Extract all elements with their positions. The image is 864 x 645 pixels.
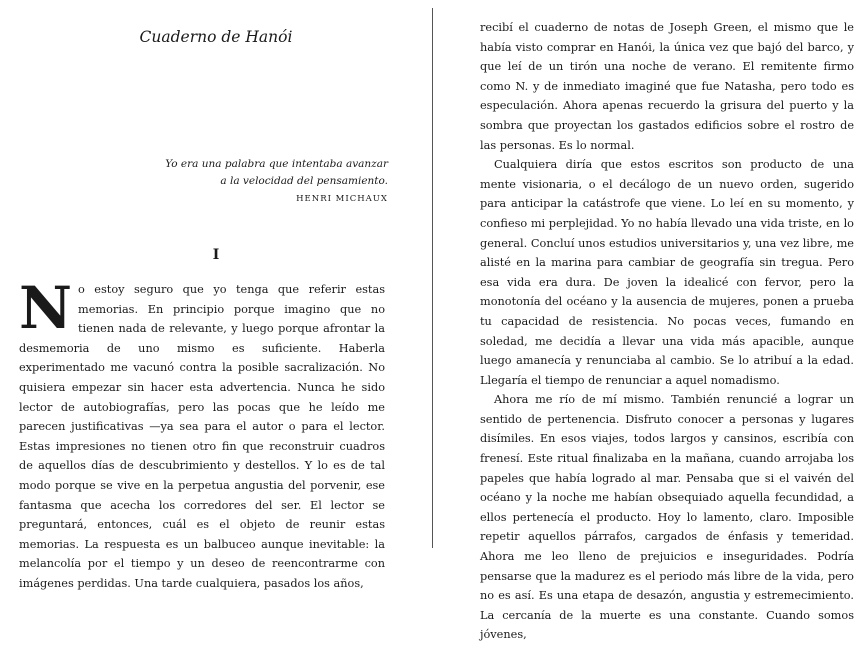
epigraph xyxy=(128,156,388,208)
left-body-text xyxy=(19,274,385,594)
epigraph-author: HENRI MICHAUX xyxy=(296,194,388,204)
paragraph: Cualquiera diría que estos escritos son producto de una mente visionaria, o el decálogo de un nuevo orden, sugerido para anticipar la catástrofe que viene. Lo leí en su momento, y confieso mi perplejidad. Yo no había llevado una vida triste, en lo general. Concluí unos estudios universitarios y, una vez libre, me alisté en la marina para cambiar de geografía sin tregua. Pero esa vida era dura. De joven la idealicé con fervor, pero la monotonía del océano y la ausencia de mujeres, ponen a prueba tu capacidad de resistencia. No pocas veces, fumando en soledad, me decidía a llevar una vida más apacible, aunque luego amanecía y renunciaba al cambio. Se lo atribuí a la edad. Llegaría el tiempo de renunciar a aquel nomadismo. xyxy=(480,158,854,387)
left-page xyxy=(0,0,432,590)
epigraph-line: Yo era una palabra que intentaba avanzar xyxy=(165,158,388,170)
page-gutter xyxy=(432,8,433,548)
paragraph xyxy=(19,274,385,594)
chapter-title: Cuaderno de Hanói xyxy=(139,28,293,46)
epigraph-line: a la velocidad del pensamiento. xyxy=(220,175,388,187)
right-body-text xyxy=(480,18,854,645)
paragraph: Ahora me río de mí mismo. También renuncié a lograr un sentido de pertenencia. Disfruto conocer a personas y lugares disímiles. En esos viajes, todos largos y cansinos, escribía con frenesí. Este ritual finalizaba en la mañana, cuando arrojaba los papeles que había logrado al mar. Pensaba que si el vaivén del océano y la noche me habían obsequiado aquella fecundidad, a ellos pertenecía el producto. Hoy lo lamento, claro. Imposible repetir aquellos párrafos, cargados de énfasis y temeridad. Ahora me leo lleno de prejuicios e inseguridades. Podría pensarse que la madurez es el periodo más libre de la vida, pero no es así. Es una etapa de desazón, angustia y estremecimiento. La cercanía de la muerte es una constante. Cuando somos jóvenes, xyxy=(480,393,854,642)
paragraph-text: o estoy seguro que yo tenga que referir estas memorias. En principio porque imagino que no tienen nada de relevante, y luego porque afrontar la desmemoria de uno mismo es suficiente. Haberla experimentado me vacunó contra la posible sacralización. No quisiera empezar sin hacer esta advertencia. Nunca he sido lector de autobiografías, pero las pocas que he leído me parecen justificativas —ya sea para el autor o para el lector. Estas impresiones no tienen otro fin que reconstruir cuadros de aquellos días de descubrimiento y destellos. Y lo es de tal modo porque se vive en la perpetua angustia del porvenir, ese fantasma que acecha los corredores del ser. El lector se preguntará, entonces, cuál es el objeto de reunir estas memorias. La respuesta es un balbuceo aunque inevitable: la melancolía por el tiempo y un deseo de reencontrarme con imágenes perdidas. Una tarde cualquiera, pasados los años, xyxy=(19,283,385,590)
right-page xyxy=(434,0,864,642)
section-number: I xyxy=(212,247,220,263)
drop-cap: N xyxy=(19,274,73,342)
paragraph: recibí el cuaderno de notas de Joseph Green, el mismo que le había visto comprar en Hanói, la única vez que bajó del barco, y que leí de un tirón una noche de verano. El remitente firmo como N. y de inmediato imaginé que fue Natasha, pero todo es especulación. Ahora apenas recuerdo la grisura del puerto y la sombra que proyectan los gastados edificios sobre el rostro de las personas. Es lo normal. xyxy=(480,21,854,152)
